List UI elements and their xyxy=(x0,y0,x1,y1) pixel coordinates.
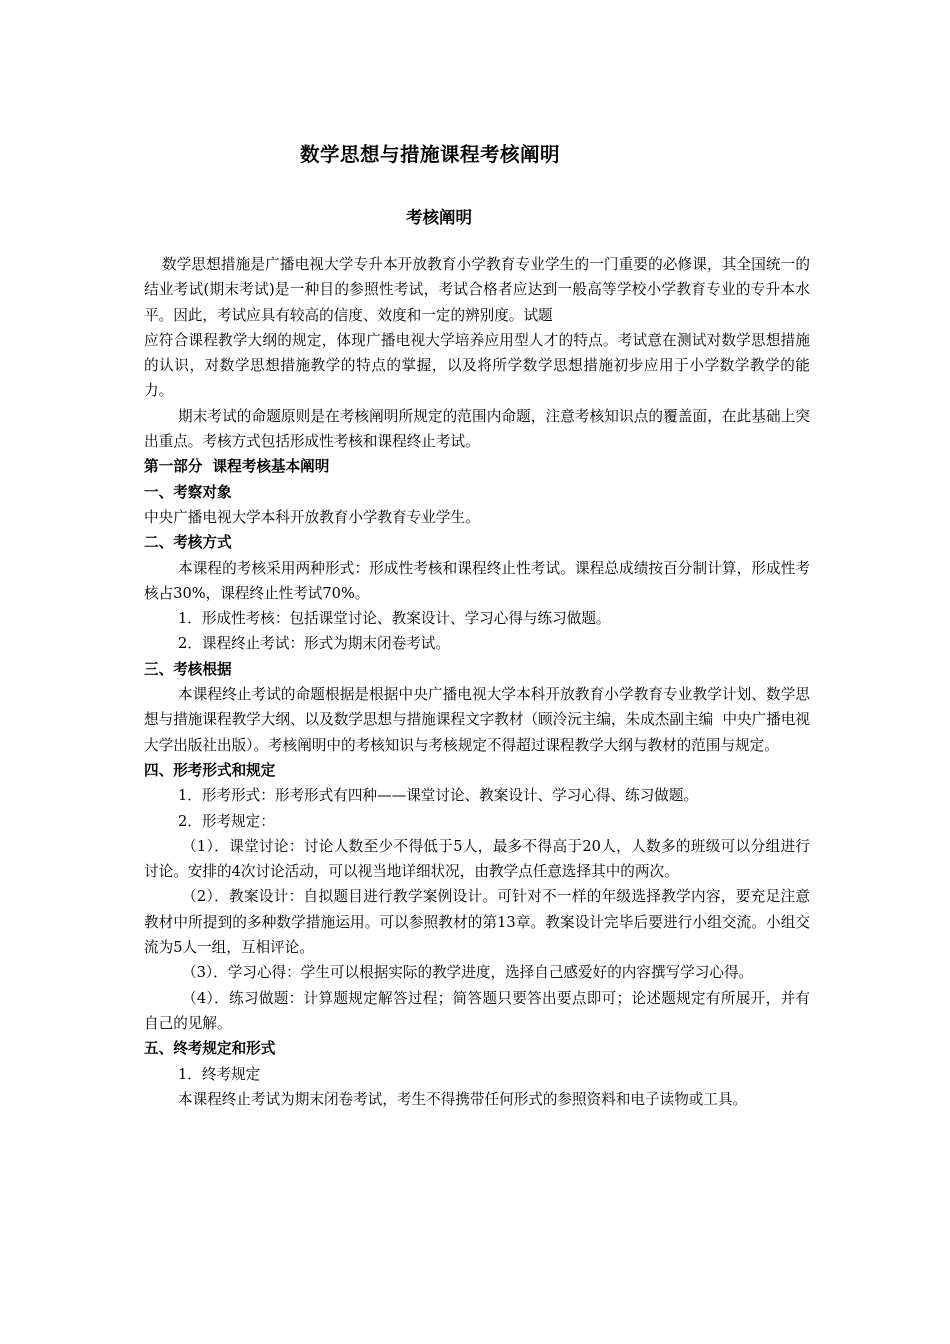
intro-paragraph-2: 应符合课程教学大纲的规定，体现广播电视大学培养应用型人才的特点。考试意在测试对数学思想措施的认识，对数学思想措施教学的特点的掌握，以及将所学数学思想措施初步应用于小学数学教学的能力。 xyxy=(144,331,810,400)
section4-heading: 四、形考形式和规定 xyxy=(144,761,276,779)
section2-text: 本课程的考核采用两种形式：形成性考核和课程终止性考试。课程总成绩按百分制计算，形成性考核占30%，课程终止性考试70%。 xyxy=(144,559,810,602)
section4-sub-1: （1）．课堂讨论：讨论人数至少不得低于5人，最多不得高于20人，人数多的班级可以分组进行讨论。安排的4次讨论活动，可以视当地详细状况，由教学点任意选择其中的两次。 xyxy=(144,837,810,881)
section4-item-1: 1．形考形式：形考形式有四种——课堂讨论、教案设计、学习心得、练习做题。 xyxy=(178,787,699,805)
section2-item-2: 2．课程终止考试：形式为期末闭卷考试。 xyxy=(178,635,450,653)
section1-text: 中央广播电视大学本科开放教育小学教育专业学生。 xyxy=(144,508,480,526)
section5-text: 本课程终止考试为期末闭卷考试，考生不得携带任何形式的参照资料和电子读物或工具。 xyxy=(178,1090,748,1108)
intro-paragraph-3: 期末考试的命题原则是在考核阐明所规定的范围内命题，注意考核知识点的覆盖面，在此基础上突出重点。考核方式包括形成性考核和课程终止考试。 xyxy=(144,407,810,451)
section1-heading: 一、考察对象 xyxy=(144,483,232,501)
section3-heading: 三、考核根据 xyxy=(144,660,232,678)
section4-sub-3: （3）．学习心得：学生可以根据实际的教学进度，选择自己感爱好的内容撰写学习心得。 xyxy=(182,964,754,982)
section4-sub-4: （4）．练习做题：计算题规定解答过程；简答题只要答出要点即可；论述题规定有所展开，并有自己的见解。 xyxy=(144,989,810,1032)
section5-item-1: 1．终考规定 xyxy=(178,1065,261,1083)
section2-item-1: 1．形成性考核：包括课堂讨论、教案设计、学习心得与练习做题。 xyxy=(178,610,611,628)
document-title: 数学思想与措施课程考核阐明 xyxy=(300,143,561,166)
section5-heading: 五、终考规定和形式 xyxy=(144,1040,276,1058)
section4-sub-2: （2）．教案设计：自拟题目进行教学案例设计。可针对不一样的年级选择教学内容，要充足注意教材中所提到的多种数学措施运用。可以参照教材的第13章。教案设计完毕后要进行小组交流。小组交流为5人一组，互相评论。 xyxy=(144,888,810,957)
section3-text: 本课程终止考试的命题根据是根据中央广播电视大学本科开放教育小学教育专业教学计划、数学思想与措施课程教学大纲、以及数学思想与措施课程文字教材（顾泠沅主编，朱成杰副主编 中央广播电视大学出版社出版）。考核阐明中的考核知识与考核规定不得超过课程教学大纲与教材的范围与规定。 xyxy=(144,686,811,754)
part1-heading: 第一部分 课程考核基本阐明 xyxy=(144,458,330,476)
section4-item-2: 2．形考规定： xyxy=(178,812,275,830)
section2-heading: 二、考核方式 xyxy=(144,534,232,552)
document-subtitle: 考核阐明 xyxy=(406,208,472,227)
document-body xyxy=(144,252,810,1112)
intro-paragraph-1: 数学思想措施是广播电视大学专升本开放教育小学教育专业学生的一门重要的必修课，其全国统一的结业考试(期末考试)是一种目的参照性考试，考试合格者应达到一般高等学校小学教育专业的专升本水平。因此，考试应具有较高的信度、效度和一定的辨别度。试题 xyxy=(144,256,810,324)
